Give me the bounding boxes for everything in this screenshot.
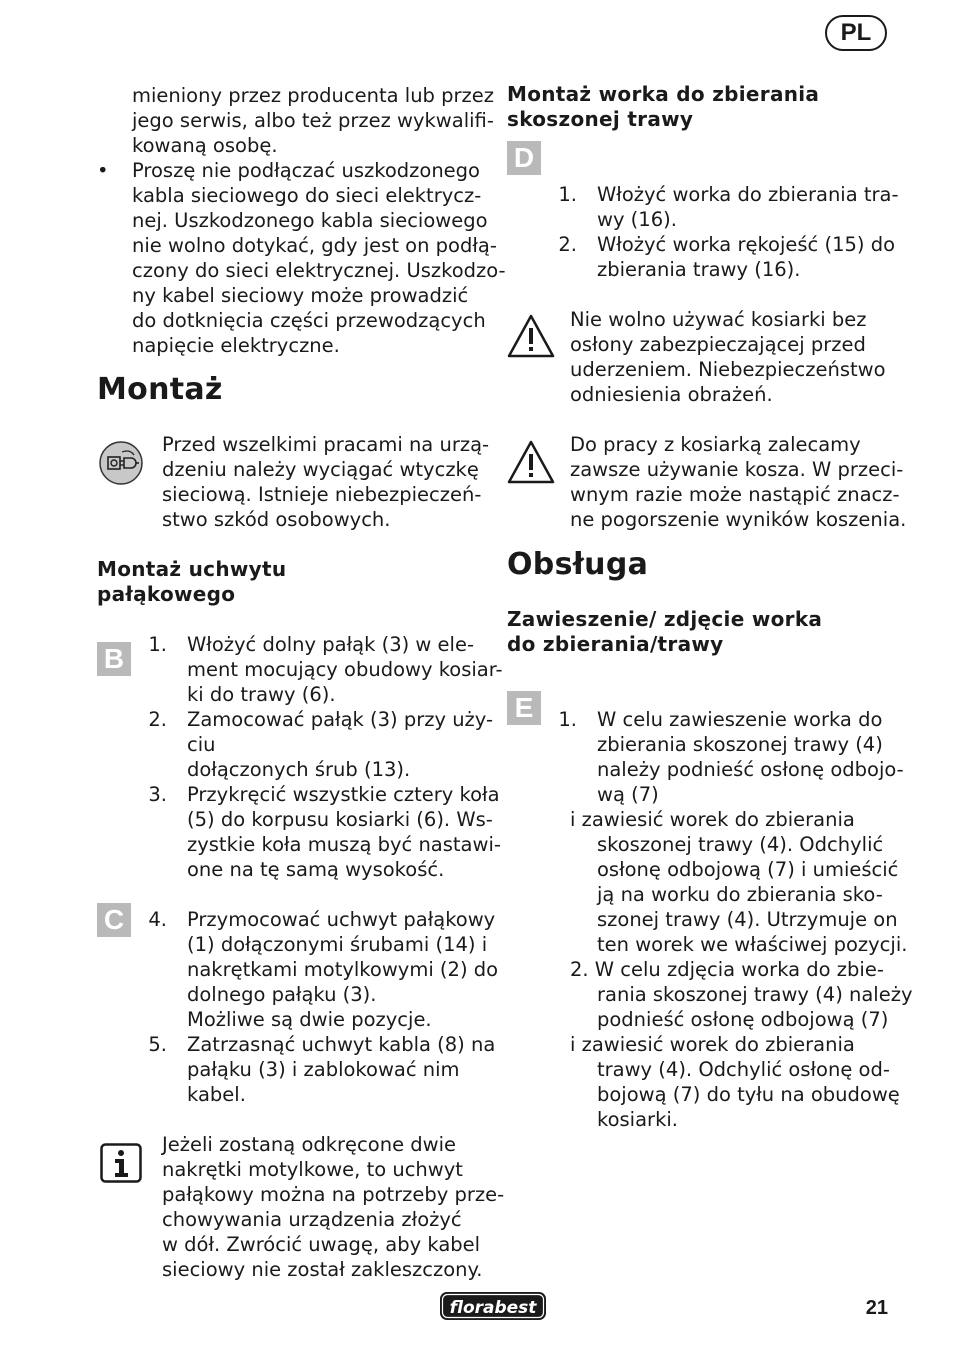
- text-line: Zamocować pałąk (3) przy uży-: [187, 708, 494, 731]
- step-number: 1.: [148, 633, 167, 656]
- step-number: 2.: [148, 708, 167, 731]
- text-line: wnym razie może nastąpić znacz-: [570, 483, 900, 506]
- text-line: ciu: [187, 733, 216, 756]
- warning-icon: [506, 313, 556, 359]
- text-line: kabla sieciowego do sieci elektrycz-: [132, 184, 482, 207]
- heading-line: skoszonej trawy: [507, 107, 694, 131]
- text-line: do dotknięcia części przewodzących: [132, 309, 486, 332]
- step-number: 1.: [558, 708, 577, 731]
- step-text: [597, 982, 913, 1032]
- subheading-bag-assembly: [507, 82, 819, 132]
- text-line: ny kabel sieciowy może prowadzić: [132, 284, 469, 307]
- text-line: (1) dołączonymi śrubami (14) i: [187, 933, 488, 956]
- text-line: Przymocować uchwyt pałąkowy: [187, 908, 496, 931]
- bullet-paragraph: [132, 158, 506, 358]
- step-text-first: 2. W celu zdjęcia worka do zbie-: [570, 958, 884, 981]
- info-icon: [100, 1143, 142, 1183]
- step-text: [597, 232, 895, 282]
- subheading-bag-hang: [507, 607, 822, 657]
- text-line: kabel.: [187, 1083, 246, 1106]
- text-line: uderzeniem. Niebezpieczeństwo: [570, 358, 886, 381]
- text-line: czony do sieci elektrycznej. Uszkodzo-: [132, 259, 506, 282]
- text-line: one na tę samą wysokość.: [187, 858, 445, 881]
- subheading-handle-assembly: [97, 557, 286, 607]
- figure-c-marker: C: [97, 903, 131, 937]
- step-text: [187, 707, 493, 782]
- step-text: [187, 782, 501, 882]
- unplug-note: [162, 432, 489, 532]
- heading-line: do zbierania/trawy: [507, 632, 724, 656]
- heading-line: Montaż worka do zbierania: [507, 82, 820, 106]
- text-line: nej. Uszkodzonego kabla sieciowego: [132, 209, 488, 232]
- text-line: zawsze używanie kosza. W przeci-: [570, 458, 904, 481]
- text-line: W celu zawieszenie worka do: [597, 708, 883, 731]
- step-number: 1.: [558, 183, 577, 206]
- text-line: zbierania skoszonej trawy (4): [597, 733, 883, 756]
- text-line: pałąku (3) i zablokować nim: [187, 1058, 460, 1081]
- text-line: sieciową. Istnieje niebezpieczeń-: [162, 483, 482, 506]
- step-text: [597, 182, 899, 232]
- intro-paragraph: [132, 83, 494, 158]
- text-line: chowywania urządzenia złożyć: [162, 1208, 462, 1231]
- text-line: Włożyć dolny pałąk (3) w ele-: [187, 633, 474, 656]
- step-continuation: i zawiesić worek do zbierania: [570, 1033, 855, 1056]
- bullet-marker: •: [97, 159, 109, 182]
- text-line: odniesienia obrażeń.: [570, 383, 773, 406]
- text-line: sieciowy nie został zakleszczony.: [162, 1258, 483, 1281]
- step-text: [597, 832, 907, 957]
- text-line: mieniony przez producenta lub przez: [132, 84, 494, 107]
- heading-line: Zawieszenie/ zdjęcie worka: [507, 607, 823, 631]
- text-line: ten worek we właściwej pozycji.: [597, 933, 908, 956]
- text-line: Włożyć worka rękojeść (15) do: [597, 233, 896, 256]
- text-line: osłonę odbojową (7) i umieścić: [597, 858, 899, 881]
- heading-line: Montaż uchwytu: [97, 557, 287, 581]
- warning-note-guard: [570, 307, 886, 407]
- text-line: zbierania trawy (16).: [597, 258, 801, 281]
- text-line: (5) do korpusu kosiarki (6). Ws-: [187, 808, 493, 831]
- page-number: 21: [865, 1297, 888, 1319]
- step-text: [187, 907, 498, 1032]
- step-text: [187, 632, 503, 707]
- text-line: osłony zabezpieczającej przed: [570, 333, 866, 356]
- text-line: Proszę nie podłączać uszkodzonego: [132, 159, 480, 182]
- info-note: [162, 1132, 504, 1282]
- text-line: nakrętki motylkowe, to uchwyt: [162, 1158, 463, 1181]
- step-continuation: i zawiesić worek do zbierania: [570, 808, 855, 831]
- text-line: bojową (7) do tyłu na obudowę: [597, 1083, 900, 1106]
- text-line: szonej trawy (4). Utrzymuje on: [597, 908, 898, 931]
- step-number: 5.: [148, 1033, 167, 1056]
- text-line: ne pogorszenie wyników koszenia.: [570, 508, 907, 531]
- step-text: [597, 707, 904, 807]
- figure-e-marker: E: [507, 691, 541, 725]
- language-badge: PL: [825, 15, 887, 51]
- text-line: stwo szkód osobowych.: [162, 508, 391, 531]
- text-line: skoszonej trawy (4). Odchylić: [597, 833, 884, 856]
- text-line: wy (16).: [597, 208, 677, 231]
- text-line: Przykręcić wszystkie cztery koła: [187, 783, 500, 806]
- text-line: podnieść osłonę odbojową (7): [597, 1008, 889, 1031]
- text-line: trawy (4). Odchylić osłonę od-: [597, 1058, 890, 1081]
- text-line: dołączonych śrub (13).: [187, 758, 411, 781]
- text-line: dolnego pałąku (3).: [187, 983, 377, 1006]
- text-line: należy podnieść osłonę odbojo-: [597, 758, 904, 781]
- text-line: Zatrzasnąć uchwyt kabla (8) na: [187, 1033, 496, 1056]
- step-number: 2.: [558, 233, 577, 256]
- section-heading-obsluga: Obsługa: [507, 547, 649, 582]
- text-line: kowaną osobę.: [132, 134, 278, 157]
- text-line: kosiarki.: [597, 1108, 678, 1131]
- text-line: wą (7): [597, 783, 659, 806]
- logo-text: florabest: [449, 1298, 537, 1318]
- text-line: jego serwis, albo też przez wykwalifi-: [132, 109, 494, 132]
- step-text: [597, 1057, 900, 1132]
- text-line: nakrętkami motylkowymi (2) do: [187, 958, 499, 981]
- unplug-icon: [98, 440, 144, 486]
- text-line: dzeniu należy wyciągać wtyczkę: [162, 458, 479, 481]
- figure-d-marker: D: [507, 141, 541, 175]
- step-number: 4.: [148, 908, 167, 931]
- step-number: 3.: [148, 783, 167, 806]
- text-line: napięcie elektryczne.: [132, 334, 340, 357]
- text-line: zystkie koła muszą być nastawi-: [187, 833, 501, 856]
- text-line: w dół. Zwrócić uwagę, aby kabel: [162, 1233, 481, 1256]
- text-line: Nie wolno używać kosiarki bez: [570, 308, 867, 331]
- figure-b-marker: B: [97, 642, 131, 676]
- text-line: ki do trawy (6).: [187, 683, 336, 706]
- text-line: Możliwe są dwie pozycje.: [187, 1008, 432, 1031]
- text-line: rania skoszonej trawy (4) należy: [597, 983, 913, 1006]
- warning-note-bag: [570, 432, 906, 532]
- step-text: [187, 1032, 495, 1107]
- text-line: Do pracy z kosiarką zalecamy: [570, 433, 861, 456]
- florabest-logo: [438, 1288, 548, 1324]
- section-heading-montaz: Montaż: [97, 372, 223, 407]
- text-line: ją na worku do zbierania sko-: [597, 883, 883, 906]
- heading-line: pałąkowego: [97, 582, 236, 606]
- text-line: Jeżeli zostaną odkręcone dwie: [162, 1133, 457, 1156]
- text-line: nie wolno dotykać, gdy jest on podłą-: [132, 234, 497, 257]
- warning-icon: [506, 439, 556, 485]
- text-line: Włożyć worka do zbierania tra-: [597, 183, 899, 206]
- text-line: Przed wszelkimi pracami na urzą-: [162, 433, 490, 456]
- text-line: pałąkowy można na potrzeby prze-: [162, 1183, 505, 1206]
- text-line: ment mocujący obudowy kosiar-: [187, 658, 503, 681]
